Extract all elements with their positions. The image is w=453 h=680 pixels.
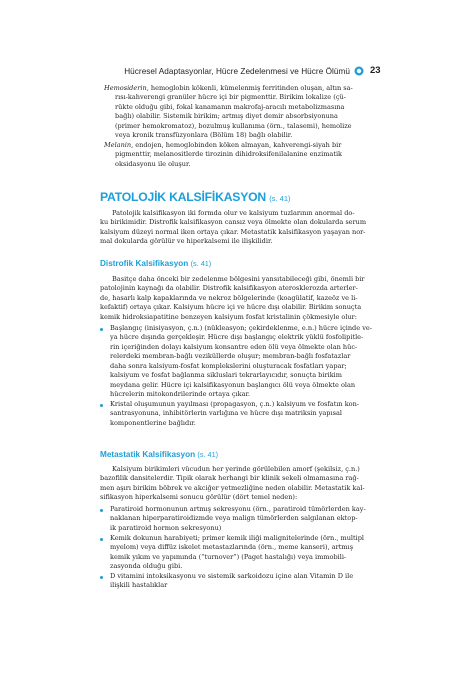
term-hemosiderin: Hemosiderin,	[104, 84, 149, 92]
bullet-marker	[100, 509, 103, 512]
dystrophic-intro: Basitçe daha önceki bir zedelenme bölgesini yansıtabileceği gibi, önemli bir patolojinin kaynağı da olabilir. Distrofik kalsifikasyon aterosklerozda arterler- de, hasarlı kalp kapaklarında ve nekroz bölgelerinde (koagülatif, kazeöz ve li- kefaktif) ortaya çıkar. Kalsiyum hücre içi ve hücre dışı olabilir. Birikim sonuçta kemik hidroksiapatitine benzeyen kalsiyum fosfat kristalinin çökmesiyle olur:	[100, 275, 365, 321]
section-title: PATOLOJİK KALSİFİKASYON	[100, 190, 267, 204]
metastatic-intro: Kalsiyum birikimleri vücudun her yerinde görülebilen amorf (şekilsiz, ç.n.) bazofilik dansitelerdir. Tipik olarak herhangi bir klinik sekeli olmamasına rağ- men aşırı birikim böbrek ve akciğer yetmezliğine neden olabilir. Metastatik kal- sifikasyon hiperkalsemi sonucu görülür (dört temel neden):	[100, 465, 365, 502]
dystrophic-heading: Distrofik Kalsifikasyon (s. 41)	[100, 259, 212, 268]
page-number: 23	[370, 65, 381, 76]
dystrophic-bullet-propagation: Kristal oluşumunun yayılması (propagasyon, ç.n.) kalsiyum ve fosfatın kon- santrasyonuna, inhibitörlerin varlığına ve hücre dışı matriksin yapısal komponentlerine bağlıdır.	[110, 400, 360, 427]
melanin-paragraph: Melanin, endojen, hemoglobinden köken almayan, kahverengi-siyah bir pigmenttir, melanositlerde tirozinin dihidroksifenilalanine enzimatik oksidasyonu ile oluşur.	[104, 141, 343, 168]
bullet-marker	[100, 328, 103, 331]
bullet-marker	[100, 538, 103, 541]
chapter-marker-icon	[354, 66, 364, 76]
section-page-ref: (s. 41)	[269, 194, 291, 203]
dystrophic-bullet-initiation: Başlangıç (inisiyasyon, ç.n.) (nükleasyon; çekirdeklenme, e.n.) hücre içinde ve- ya hücre dışında gerçekleşir. Hücre dışı başlangıç elektrik yüklü fosfolipitle- rin içeriğinden dolayı kalsiyum konsantre eden ölü veya ölmekte olan hüc- relerdeki membran-bağlı veziküllerde oluşur; membran-bağlı fosfatazlar daha sonra kalsiyum-fosfat komplekslerini oluşturacak fosfatları yapar; kalsiyum ve fosfat bağlanma sikluslari tekrarlayıcıdır, sonuçta birikim meydana gelir. Hücre içi kalsifikasyonun başlangıcı ölü veya ölmekte olan hücrelerin mitokondrilerinde ortaya çıkar.	[110, 324, 372, 399]
metastatic-bullet-pth: Paratiroid hormonunun artmış sekresyonu (örn., paratiroid tümörlerden kay- naklanan hiperparatiroidizmde veya malign tümörlerden salgılanan ektop- ik paratiroid hormon sekresyonu)	[110, 505, 366, 532]
hemosiderin-paragraph: Hemosiderin, hemoglobin kökenli, kümelenmiş ferritinden oluşan, altın sa- rısı-kahverengi granüler hücre içi bir pigmenttir. Birikim lokalize (çü- rükte olduğu gibi, fokal kanamanın makrofaj-aracılı metabolizmasına bağlı) olabilir. Sistemik birikim; artmış diyet demir absorbsiyonuna (primer hemokromatoz), bozulmuş kullanıma (örn., talasemi), hemolize veya kronik transfüzyonlara (Bölüm 18) bağlı olabilir.	[104, 84, 353, 140]
term-melanin: Melanin,	[104, 141, 134, 149]
section-heading	[100, 190, 291, 204]
bullet-marker	[100, 404, 103, 407]
section-intro: Patolojik kalsifikasyon iki formda olur ve kalsiyum tuzlarının anormal do- ku birikimidir. Distrofik kalsifikasyon cansız veya ölmekte olan dokularda serum kalsiyum düzeyi normal iken ortaya çıkar. Metastatik kalsifikasyon yaşayan nor- mal dokularda görülür ve hiperkalsemi ile ilişkilidir.	[100, 209, 367, 246]
metastatic-bullet-vitamin-d: D vitamini intoksikasyonu ve sistemik sarkoidozu içine alan Vitamin D ile ilişkili hastalıklar	[110, 572, 354, 590]
bullet-marker	[100, 576, 103, 579]
metastatic-heading: Metastatik Kalsifikasyon (s. 41)	[100, 450, 219, 459]
metastatic-bullet-bone: Kemik dokunun harabiyeti; primer kemik iliği malignitelerinde (örn., multipl myelom) veya diffüz iskelet metastazlarında (örn., meme kanseri), artmış kemik yıkım ve yapımında (“turnover”) (Paget hastalığı) veya immobili- zasyonda olduğu gibi.	[110, 534, 365, 571]
running-header: Hücresel Adaptasyonlar, Hücre Zedelenmesi ve Hücre Ölümü	[124, 67, 350, 76]
